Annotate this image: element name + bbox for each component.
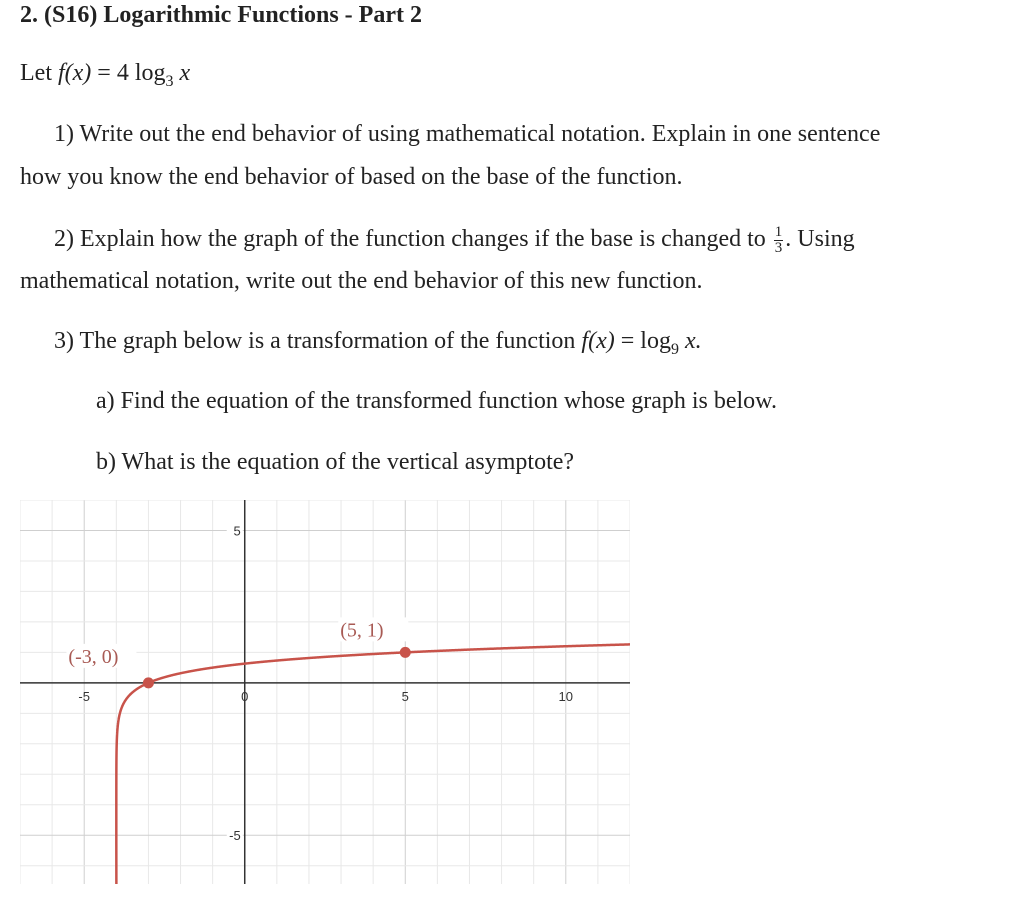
function-variable: x	[179, 60, 191, 86]
question-3-eq: = log	[620, 328, 671, 354]
fraction-numerator: 1	[774, 224, 783, 240]
question-3a: a) Find the equation of the transformed function whose graph is below.	[96, 388, 777, 414]
point-label: (5, 1)	[340, 619, 384, 642]
function-graph	[20, 500, 630, 884]
y-tick-label: 5	[233, 523, 241, 539]
question-3-variable: x.	[684, 328, 702, 354]
function-rhs: = 4 log	[97, 60, 166, 86]
question-1-line-2: how you know the end behavior of based on the base of the function.	[20, 164, 683, 190]
question-2-line-2: mathematical notation, write out the end behavior of this new function.	[20, 268, 703, 294]
question-3b: b) What is the equation of the vertical asymptote?	[96, 449, 575, 475]
base-fraction	[774, 225, 784, 256]
curve-point	[143, 677, 154, 688]
x-tick-label: 5	[401, 688, 409, 704]
point-label: (-3, 0)	[68, 645, 119, 668]
question-3	[54, 328, 702, 359]
question-2-text: 2) Explain how the graph of the function changes if the base is changed to	[54, 226, 766, 253]
x-tick-label: 10	[558, 688, 574, 704]
let-word: Let	[20, 60, 52, 86]
question-1-line-1: 1) Write out the end behavior of using mathematical notation. Explain in one sentence	[54, 121, 881, 147]
question-3-text: 3) The graph below is a transformation of the function	[54, 328, 576, 354]
question-2-after: . Using	[785, 226, 855, 253]
fraction-denominator: 3	[774, 240, 783, 256]
function-name: f(x)	[57, 60, 92, 86]
question-3-function: f(x)	[581, 328, 615, 354]
y-tick-label: -5	[229, 828, 241, 844]
problem-title: 2. (S16) Logarithmic Functions - Part 2	[20, 2, 422, 28]
log-base: 3	[165, 72, 174, 90]
question-2-line-1	[54, 225, 855, 256]
x-tick-label: 0	[241, 688, 249, 704]
curve-point	[400, 647, 411, 658]
question-3-base: 9	[670, 340, 679, 358]
function-definition	[20, 60, 190, 91]
x-tick-label: -5	[78, 688, 90, 704]
